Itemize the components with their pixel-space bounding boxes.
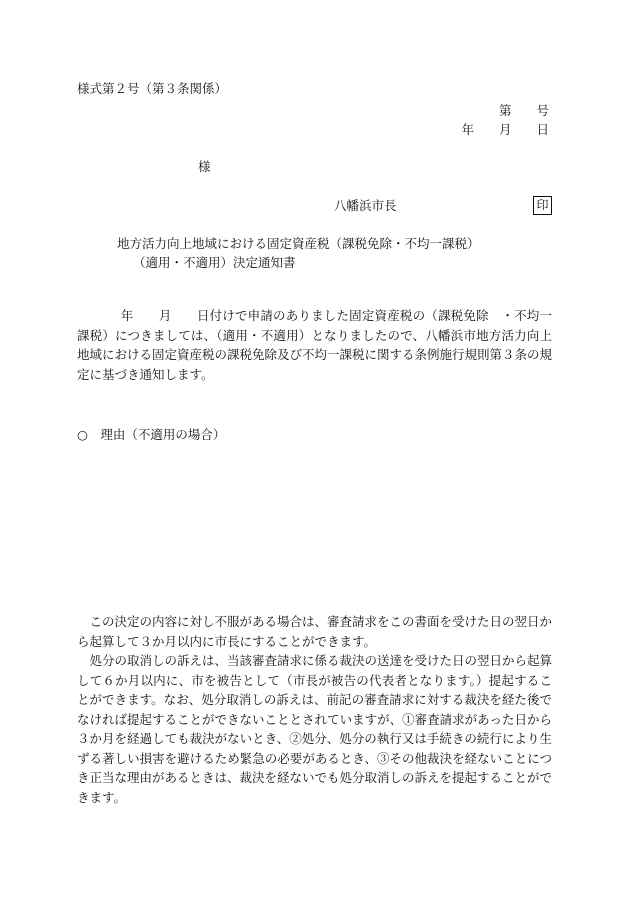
addressee: 様 xyxy=(198,159,211,174)
form-id: 様式第２号（第３条関係） xyxy=(77,81,228,96)
document-title-line-2: （適用・不適用）決定通知書 xyxy=(133,255,296,270)
main-paragraph: 年 月 日付けで申請のありました固定資産税の（課税免除 ・不均一課税）につきましては、（適用・不適用）となりましたので、八幡浜市地方活力向上地域における固定資産税の課税免除及び不均一課税に関する条例施行規則第３条の規定に基づき通知します。 xyxy=(77,308,553,382)
appeal-notice-paragraph-2: 処分の取消しの訴えは、当該審査請求に係る裁決の送達を受けた日の翌日から起算して６か月以内に、市を被告として（市長が被告の代表者となります。）提起することができます。なお、処分取消しの訴えは、前記の審査請求に対する裁決を経た後でなければ提起することができないこととされていますが、①審査請求があった日から３か月を経過しても裁決がないとき、②処分、処分の執行又は手続きの続行により生ずる著しい損害を避けるため緊急の必要があるとき、③その他裁決を経ないことにつき正当な理由があるときは、裁決を経ないでも処分取消しの訴えを提起することができます。 xyxy=(77,653,553,805)
issuer: 八幡浜市長 xyxy=(334,198,397,213)
document-date: 年 月 日 xyxy=(461,122,549,137)
document-number: 第 号 xyxy=(498,103,549,118)
appeal-notice-paragraph-1: この決定の内容に対し不服がある場合は、審査請求をこの書面を受けた日の翌日から起算して３か月以内に市長にすることができます。 xyxy=(77,614,553,649)
reason-heading: ○ 理由（不適用の場合） xyxy=(77,427,226,442)
document-title-line-1: 地方活力向上地域における固定資産税（課税免除・不均一課税） xyxy=(117,236,480,251)
seal-mark: 印 xyxy=(533,196,552,215)
appeal-notice xyxy=(77,612,552,807)
